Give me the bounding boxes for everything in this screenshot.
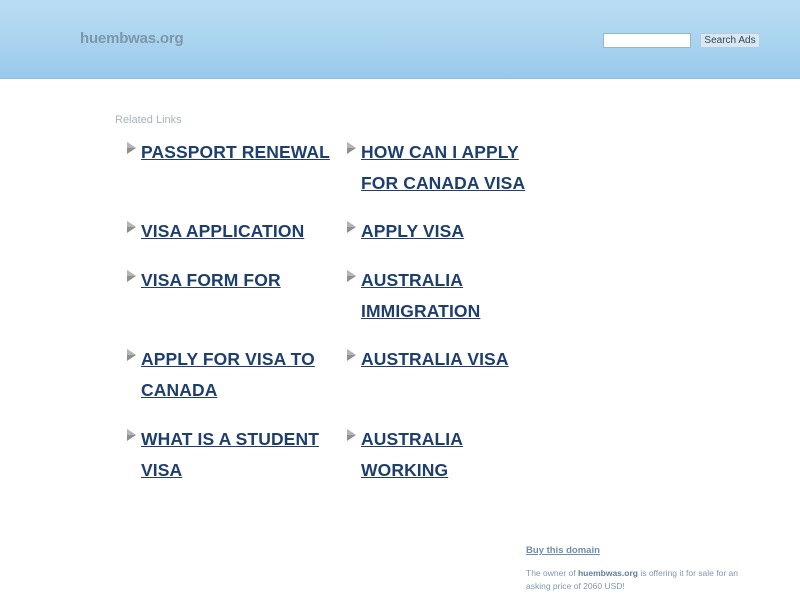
search-input[interactable] [603,33,691,48]
arrow-right-icon [125,220,137,234]
top-header [0,0,800,79]
arrow-right-icon [345,269,357,283]
arrow-right-icon [125,428,137,442]
related-link[interactable]: APPLY FOR VISA TO CANADA [141,349,315,400]
related-links-label: Related Links [115,114,182,126]
arrow-right-icon [125,269,137,283]
related-link[interactable]: PASSPORT RENEWAL [141,142,330,162]
arrow-right-icon [345,348,357,362]
related-link[interactable]: VISA FORM FOR [141,270,281,290]
arrow-right-icon [125,141,137,155]
search-ads-button[interactable]: Search Ads [700,33,760,48]
owner-domain: huembwas.org [577,568,638,578]
related-link[interactable]: AUSTRALIA WORKING [361,429,464,480]
related-link[interactable]: APPLY VISA [361,221,465,241]
related-link[interactable]: HOW CAN I APPLY FOR CANADA VISA [361,142,526,193]
owner-suffix: is offering it for sale for an asking price of 2060 USD! [526,568,738,591]
buy-domain-link[interactable]: Buy this domain [526,545,600,556]
related-link[interactable]: VISA APPLICATION [141,221,305,241]
related-link[interactable]: AUSTRALIA VISA [361,349,509,369]
arrow-right-icon [125,348,137,362]
related-link[interactable]: AUSTRALIA IMMIGRATION [361,270,481,321]
related-link[interactable]: WHAT IS A STUDENT VISA [141,429,319,480]
site-name[interactable]: huembwas.org [80,30,184,47]
arrow-right-icon [345,220,357,234]
arrow-right-icon [345,141,357,155]
arrow-right-icon [345,428,357,442]
domain-sale-notice [526,567,756,593]
owner-prefix: The owner of [526,568,578,578]
